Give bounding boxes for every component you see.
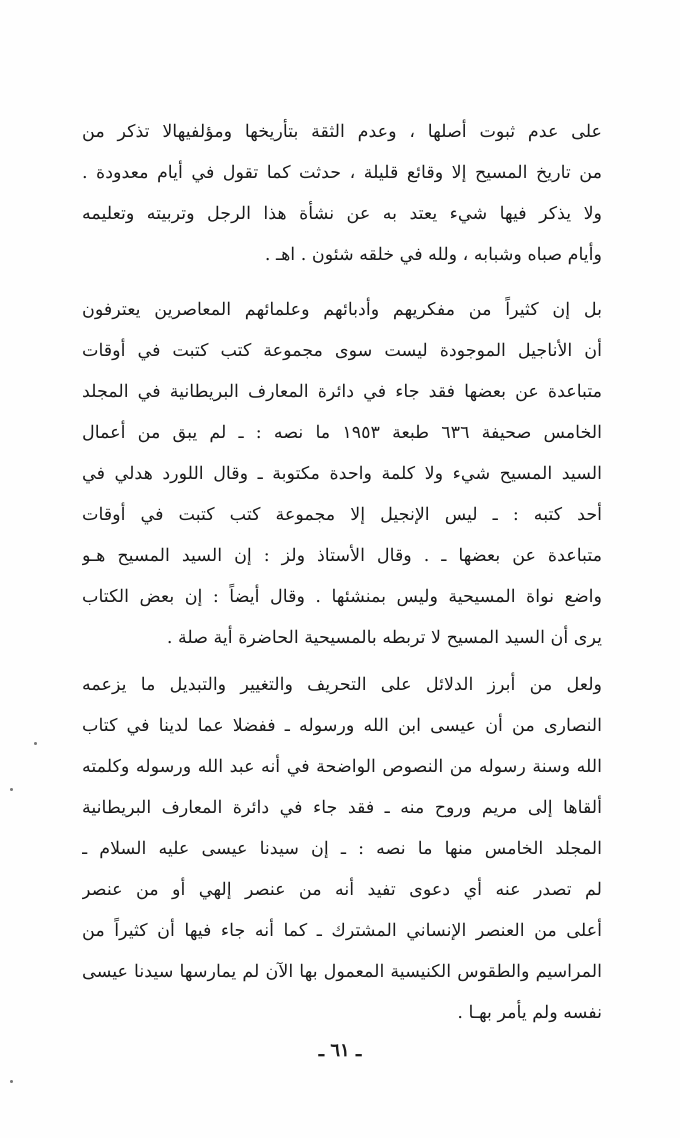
text-line: لم تصدر عنه أي دعوى تفيد أنه من عنصر إلهي أو من عنصر (82, 880, 602, 900)
text-line: واضع نواة المسيحية وليس بمنشئها . وقال أيضاً : إن بعض الكتاب (82, 587, 602, 607)
text-line: متباعدة عن بعضها ـ . وقال الأستاذ ولز : إن السيد المسيح هـو (82, 546, 602, 566)
page-number: ـ ٦١ ـ (318, 1040, 362, 1061)
text-line: ولعل من أبرز الدلائل على التحريف والتغيير والتبديل ما يزعمه (82, 675, 602, 695)
text-line: ولا يذكر فيها شيء يعتد به عن نشأة هذا الرجل وتربيته وتعليمه (82, 204, 602, 224)
text-line: النصارى من أن عيسى ابن الله ورسوله ـ ففضلا عما لدينا في كتاب (82, 716, 602, 736)
text-line: الله وسنة رسوله من النصوص الواضحة في أنه عبد الله ورسوله وكلمته (82, 757, 602, 777)
text-line: أعلى من العنصر الإنساني المشترك ـ كما أنه جاء فيها أن كثيراً من (82, 921, 602, 941)
text-line: بل إن كثيراً من مفكريهم وأدبائهم وعلمائهم المعاصرين يعترفون (82, 300, 602, 320)
text-line: المجلد الخامس منها ما نصه : ـ إن سيدنا عيسى عليه السلام ـ (82, 839, 602, 859)
text-line: يرى أن السيد المسيح لا تربطه بالمسيحية الحاضرة أية صلة . (166, 628, 602, 648)
text-line: وأيام صباه وشبابه ، ولله في خلقه شئون . اهـ . (264, 245, 602, 265)
text-line: المراسيم والطقوس الكنيسية المعمول بها الآن لم يمارسها سيدنا عيسى (82, 962, 602, 982)
paragraph-1 (82, 112, 602, 276)
text-line: من تاريخ المسيح إلا وقائع قليلة ، حدثت كما تقول في أيام معدودة . (82, 163, 602, 183)
text-line: متباعدة عن بعضها فقد جاء في دائرة المعارف البريطانية في المجلد (82, 382, 602, 402)
scan-speck (10, 1080, 13, 1083)
text-line: أن الأناجيل الموجودة ليست سوى مجموعة كتب كتبت في أوقات (82, 341, 602, 361)
text-line: الخامس صحيفة ٦٣٦ طبعة ١٩٥٣ ما نصه : ـ لم يبق من أعمال (82, 423, 602, 443)
scan-speck (34, 742, 37, 745)
text-line: نفسه ولم يأمر بهـا . (457, 1003, 602, 1023)
scan-speck (10, 788, 13, 791)
text-line: ألقاها إلى مريم وروح منه ـ فقد جاء في دائرة المعارف البريطانية (82, 798, 602, 818)
text-line: السيد المسيح شيء ولا كلمة واحدة مكتوبة ـ وقال اللورد هدلي في (82, 464, 602, 484)
text-line: على عدم ثبوت أصلها ، وعدم الثقة بتأريخها ومؤلفيهالا تذكر من (82, 122, 602, 142)
paragraph-3 (82, 665, 602, 1034)
paragraph-2 (82, 290, 602, 659)
text-line: أحد كتبه : ـ ليس الإنجيل إلا مجموعة كتب كتبت في أوقات (82, 505, 602, 525)
